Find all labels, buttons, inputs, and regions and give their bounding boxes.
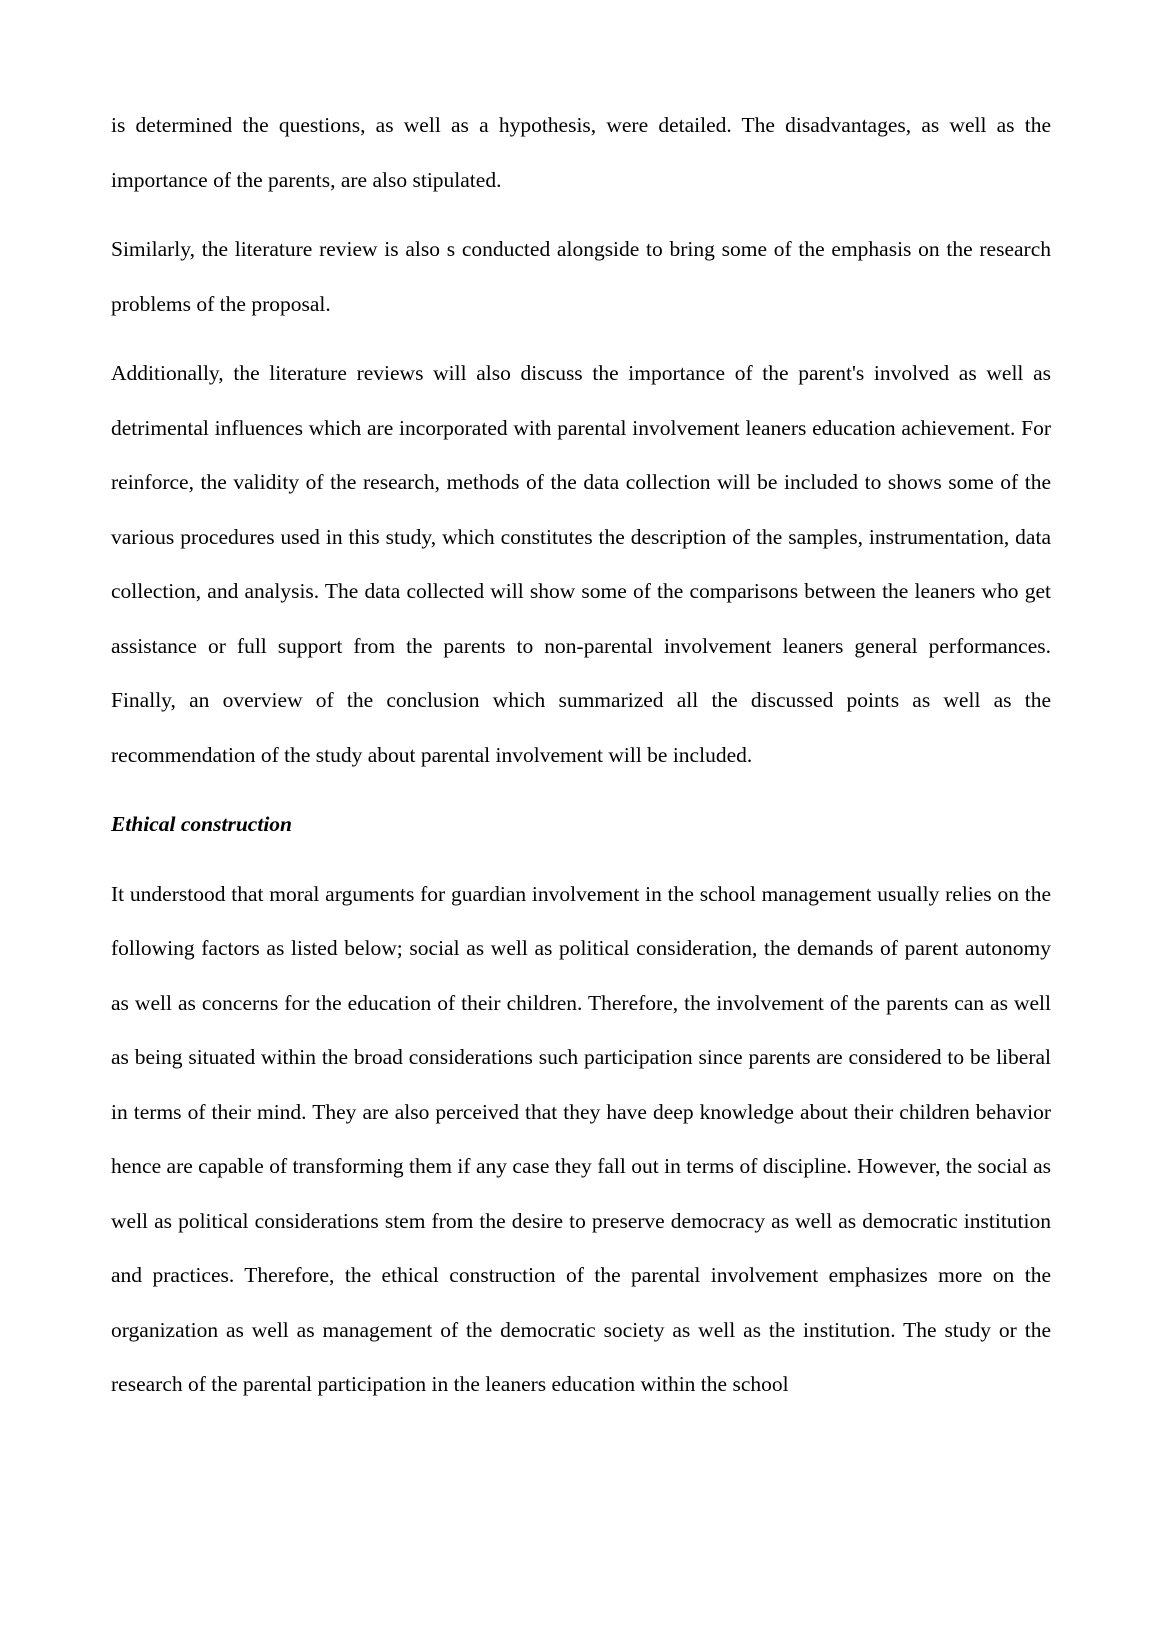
section-heading: Ethical construction	[111, 812, 292, 836]
paragraph-literature-review: Similarly, the literature review is also s conducted alongside to bring some of the emphasis on the research problems of the proposal.	[111, 237, 1051, 316]
paragraph-intro-continuation: is determined the questions, as well as a hypothesis, were detailed. The disadvantages, as well as the importance of the parents, are also stipulated.	[111, 113, 1051, 192]
document-body	[111, 98, 1051, 1427]
paragraph-additionally: Additionally, the literature reviews will also discuss the importance of the parent's involved as well as detrimental influences which are incorporated with parental involvement leaners education achievement. For reinforce, the validity of the research, methods of the data collection will be included to shows some of the various procedures used in this study, which constitutes the description of the samples, instrumentation, data collection, and analysis. The data collected will show some of the comparisons between the leaners who get assistance or full support from the parents to non-parental involvement leaners general performances. Finally, an overview of the conclusion which summarized all the discussed points as well as the recommendation of the study about parental involvement will be included.	[111, 361, 1051, 767]
paragraph-ethical-construction: It understood that moral arguments for guardian involvement in the school management usually relies on the following factors as listed below; social as well as political consideration, the demands of parent autonomy as well as concerns for the education of their children. Therefore, the involvement of the parents can as well as being situated within the broad considerations such participation since parents are considered to be liberal in terms of their mind. They are also perceived that they have deep knowledge about their children behavior hence are capable of transforming them if any case they fall out in terms of discipline. However, the social as well as political considerations stem from the desire to preserve democracy as well as democratic institution and practices. Therefore, the ethical construction of the parental involvement emphasizes more on the organization as well as management of the democratic society as well as the institution. The study or the research of the parental participation in the leaners education within the school	[111, 881, 1051, 1396]
